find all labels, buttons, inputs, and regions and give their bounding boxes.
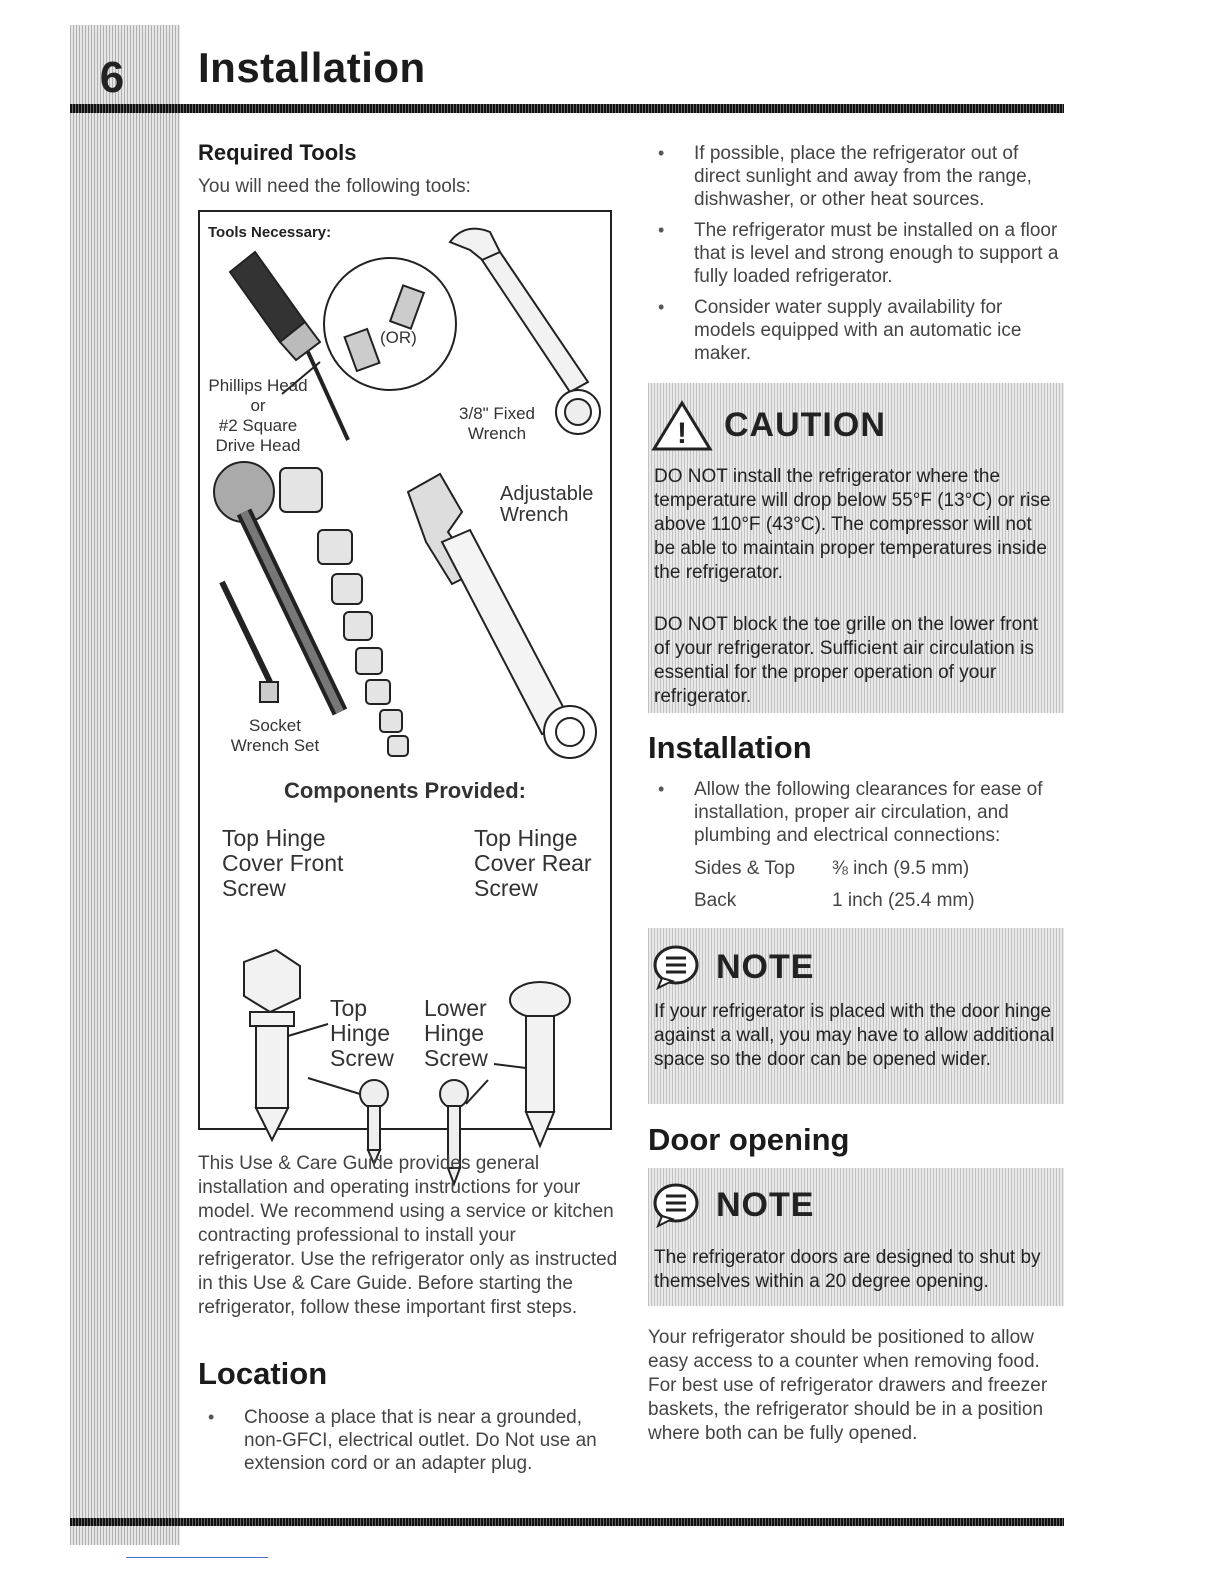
- location-heading: Location: [198, 1356, 328, 1391]
- header-rule: [70, 104, 1064, 113]
- socket-set-label-line: Wrench Set: [230, 736, 320, 755]
- socket-set-label-line: Socket: [249, 716, 301, 735]
- location-list: [198, 1406, 618, 1483]
- required-tools-intro: You will need the following tools:: [198, 176, 471, 197]
- clearances-table: [694, 857, 975, 921]
- page-title: Installation: [198, 44, 426, 91]
- adjustable-wrench-label: [500, 484, 593, 526]
- socket-wrench-icon: [214, 462, 408, 756]
- caution-header: [648, 399, 1068, 451]
- clearance-label: Sides & Top: [694, 858, 796, 879]
- cover-rear-screw-label-line: Top Hinge: [474, 825, 578, 851]
- note-title: NOTE: [716, 947, 815, 986]
- screwdriver-label-line: Phillips Head: [208, 376, 308, 395]
- table-row: [694, 889, 975, 921]
- placement-list: [648, 142, 1068, 373]
- lower-hinge-screw-label-line: Hinge: [424, 1020, 485, 1046]
- note-icon: [652, 1182, 704, 1228]
- caution-panel: [648, 383, 1064, 713]
- door-opening-heading: Door opening: [648, 1122, 850, 1157]
- fixed-wrench-label: [450, 404, 544, 444]
- clearance-value: ⅜ inch (9.5 mm): [832, 858, 970, 879]
- note-header: [648, 1182, 1068, 1228]
- note-panel-2: [648, 1168, 1064, 1306]
- screwdriver-label-line: Drive Head: [215, 436, 301, 455]
- screwdriver-label-line: #2 Square: [218, 416, 298, 435]
- lower-hinge-screw-icon: [494, 982, 570, 1146]
- or-label: (OR): [380, 328, 417, 347]
- components-title: Components Provided:: [283, 778, 526, 803]
- sidebar-pattern: [70, 25, 180, 1545]
- top-hinge-screw-label-line: Hinge: [330, 1020, 391, 1046]
- note-icon: [652, 944, 704, 990]
- table-row: [694, 857, 975, 889]
- lower-hinge-screw-label-line: Lower: [424, 995, 487, 1021]
- door-opening-paragraph: Your refrigerator should be positioned to allow easy access to a counter when removing food. For best use of refrigerator drawers and freezer baskets, the refrigerator should be in a position where both can be fully opened.: [648, 1327, 1048, 1444]
- svg-text:!: !: [677, 417, 687, 450]
- top-hinge-screw-label-line: Screw: [330, 1045, 394, 1071]
- note-text: The refrigerator doors are designed to shut by themselves within a 20 degree opening.: [654, 1247, 1041, 1292]
- top-hinge-screw-icon: [244, 950, 328, 1140]
- cover-rear-screw-label-line: Screw: [474, 875, 538, 901]
- tools-box: [198, 210, 612, 1130]
- list-item: • Consider water supply availability for models equipped with an automatic ice maker.: [648, 296, 1068, 365]
- installation-heading: Installation: [648, 730, 812, 765]
- caution-text-2: DO NOT block the toe grille on the lower front of your refrigerator. Sufficient air circulation is essential for the proper operation of your refrigerator.: [654, 614, 1039, 707]
- note-panel-1: [648, 928, 1064, 1104]
- note-text: If your refrigerator is placed with the door hinge against a wall, you may have to allow additional space so the door can be opened wider.: [654, 1001, 1055, 1070]
- warning-triangle-icon: [652, 399, 712, 451]
- list-item: • The refrigerator must be installed on a floor that is level and strong enough to support a fully loaded refrigerator.: [648, 219, 1068, 288]
- note-header: [648, 944, 1068, 990]
- cover-front-screw-label-line: Screw: [222, 875, 286, 901]
- adjustable-wrench-label-line: Adjustable: [500, 483, 594, 505]
- cover-rear-screw-label-line: Cover Rear: [474, 850, 592, 876]
- clearance-value: 1 inch (25.4 mm): [832, 890, 975, 911]
- adjustable-wrench-label-line: Wrench: [500, 504, 569, 526]
- footer-link-underline: [126, 1557, 268, 1558]
- list-item: • Choose a place that is near a grounded, non-GFCI, electrical outlet. Do Not use an extension cord or an adapter plug.: [198, 1406, 618, 1475]
- caution-title: CAUTION: [724, 405, 886, 444]
- tools-box-title: Tools Necessary:: [208, 224, 332, 241]
- footer-rule: [70, 1518, 1064, 1526]
- fixed-wrench-label-line: 3/8" Fixed: [459, 404, 535, 423]
- clearance-label: Back: [694, 890, 737, 911]
- socket-set-label: [220, 716, 330, 756]
- caution-text-1: DO NOT install the refrigerator where the temperature will drop below 55°F (13°C) or rise above 110°F (43°C). The compressor will not be able to maintain proper temperatures inside the refrigerator.: [654, 466, 1051, 583]
- top-hinge-screw-label-line: Top: [330, 995, 368, 1021]
- list-item: • If possible, place the refrigerator out of direct sunlight and away from the range, dishwasher, or other heat sources.: [648, 142, 1068, 211]
- cover-front-screw-label-line: Cover Front: [222, 850, 344, 876]
- list-item: • Allow the following clearances for ease of installation, proper air circulation, and plumbing and electrical connections:: [648, 778, 1068, 847]
- screwdriver-label-line: or: [250, 396, 266, 415]
- screwdriver-label: [208, 376, 308, 456]
- installation-list: [648, 778, 1068, 855]
- fixed-wrench-label-line: Wrench: [467, 424, 527, 443]
- guide-paragraph: This Use & Care Guide provides general installation and operating instructions for your model. We recommend using a service or kitchen contracting professional to install your refrigerator. Use the refrigerator only as instructed in this Use & Care Guide. Before starting the refrigerator, follow these important first steps.: [198, 1153, 618, 1318]
- hinge-screws-illustration: [200, 932, 610, 1152]
- lower-hinge-screw-label-line: Screw: [424, 1045, 488, 1071]
- required-tools-heading: Required Tools: [198, 140, 357, 165]
- cover-front-screw-label-line: Top Hinge: [222, 825, 326, 851]
- note-title: NOTE: [716, 1185, 815, 1224]
- page-number: 6: [99, 53, 125, 102]
